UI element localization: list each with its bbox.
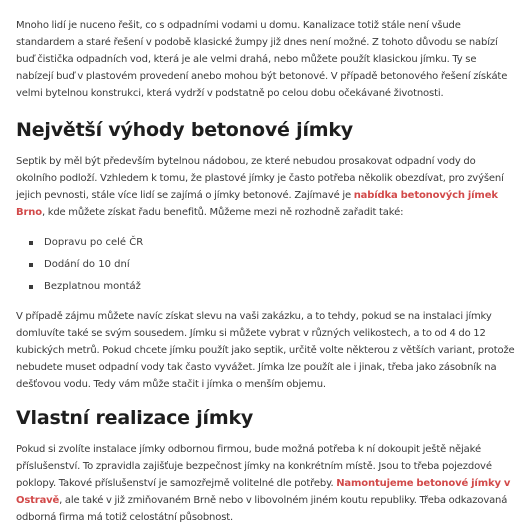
link-jimky-ostrava[interactable]: Namontujeme betonové jímky v Ostravě xyxy=(16,478,511,506)
list-item xyxy=(44,234,516,251)
list-item-label: Dodání do 10 dní xyxy=(44,259,130,270)
list-item xyxy=(44,278,516,295)
list-item-label: Dopravu po celé ČR xyxy=(44,237,144,248)
list-item-label: Bezplatnou montáž xyxy=(44,281,141,292)
list-item xyxy=(44,256,516,273)
septik-text-start: Septik by měl být především bytelnou nádobou, ze které nebudou prosakovat odpadní vody do okolního podloží. Vzhledem k tomu, že plastové jímky je často potřeba několik obezdívat, pro zvýšení jejich pevnosti, stále více lidí se zajímá o jímky betonové. Zajímavé je xyxy=(16,156,504,201)
installation-text-start: Pokud si zvolíte instalace jímky odbornou firmou, bude možná potřeba k ní dokoupit ještě nějaké příslušenství. To zpravidla zajišťuje bezpečnost jímky na konkrétním místě. Jsou to třeba pojezdové poklopy. Takové příslušenství je samozřejmě volitelné dle potřeby. xyxy=(16,444,492,489)
heading-realization: Vlastní realizace jímky xyxy=(16,407,254,429)
septik-paragraph xyxy=(16,153,516,221)
discount-paragraph: V případě zájmu můžete navíc získat slevu na vaši zakázku, a to tehdy, pokud se na instalaci jímky domluvíte také se svým sousedem. Jímku si můžete vybrat v různých velikostech, a to od 4 do 12 kubických metrů. Pokud chcete jímku použít jako septik, určitě volte některou z větších variant, protože nebudete muset odpadní vody tak často vyvážet. Jímka lze použít ale i jinak, třeba jako zásobník na dešťovou vodu. Tedy vám může stačit i jímka o menším objemu. xyxy=(16,311,515,390)
heading-advantages: Největší výhody betonové jímky xyxy=(16,119,353,141)
bullet-icon xyxy=(29,241,33,245)
installation-text-end: , ale také v již zmiňovaném Brně nebo v libovolném jiném koutu republiky. Třeba odkazovaná odborná firma má totiž celostátní působnost. xyxy=(16,495,508,523)
link-betonove-jimky-brno[interactable]: nabídka betonových jímek Brno xyxy=(16,190,498,218)
intro-paragraph: Mnoho lidí je nuceno řešit, co s odpadními vodami u domu. Kanalizace totiž stále není všude standardem a staré řešení v podobě klasické žumpy již dnes není možné. Z tohoto důvodu se nabízí buď čistička odpadních vod, která je ale velmi drahá, nebo můžete použít klasickou jímku. Ty se nabízejí buď v plastovém provedení anebo mohou být betonové. V případě betonového řešení získáte velmi bytelnou konstrukci, která vydrží v podstatně po celou dobu očekávané životnosti. xyxy=(16,20,508,99)
benefits-list xyxy=(16,234,516,295)
septik-text-end: , kde můžete získat řadu benefitů. Můžeme mezi ně rozhodně zařadit také: xyxy=(41,207,404,218)
bullet-icon xyxy=(29,263,33,267)
bullet-icon xyxy=(29,285,33,289)
installation-paragraph xyxy=(16,441,516,526)
